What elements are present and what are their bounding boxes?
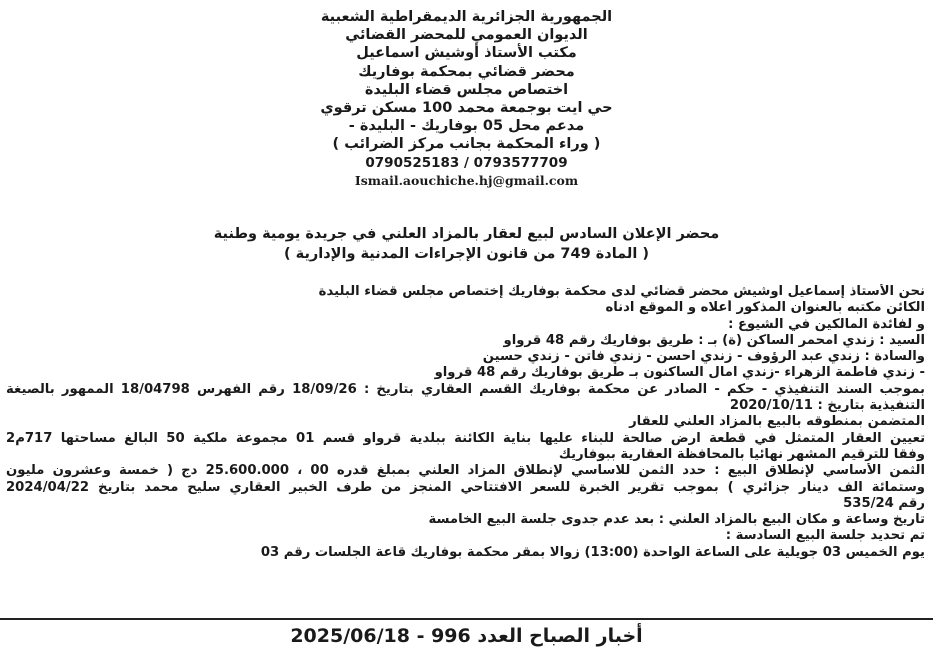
header-email: Ismail.aouchiche.hj@gmail.com — [354, 172, 579, 188]
header-line-address: حي ايت بوجمعة محمد 100 مسكن ترقوي — [320, 100, 613, 117]
header-line-address-2: مدعم محل 05 بوفاريك - البليدة - — [348, 118, 585, 135]
body-line-property: تعيين العقار المتمثل في قطعة ارض صالحة للبناء عليها بناية الكائنة ببلدية قرواو قسم 01 مجموعة ملكية 50 البالغ مساحتها 717م2 — [6, 430, 925, 446]
header-line-office: الديوان العمومي للمحضر القضائي — [345, 27, 588, 44]
body-line-owners-2: والسادة : زندي عبد الرؤوف - زندي احسن - زندي فاتن - زندي حسين — [482, 349, 925, 365]
body-line-sixth-session: تم تحديد جلسة البيع السادسة : — [725, 528, 925, 544]
notice-body — [6, 284, 925, 561]
notice-title-article: ( المادة 749 من قانون الإجراءات المدنية والإدارية ) — [284, 246, 649, 262]
body-line-session-date: يوم الخميس 03 جويلية على الساعة الواحدة (13:00) زوالا بمقر محكمة بوفاريك قاعة الجلسات رقم 03 — [260, 544, 925, 560]
body-line-expert-report: وستمائة الف دينار جزائري ) بموجب تقرير الخبرة للسعر الافتتاحي المنجز من طرف الخبير العقاري سليح محمد بتاريخ 2024/04/22 — [6, 479, 925, 495]
body-line-office-location: الكائن مكتبه بالعنوان المذكور أعلاه و الموقع ادناه — [605, 300, 925, 316]
header-line-bailiff-name: مكتب الأستاذ أوشيش اسماعيل — [356, 45, 577, 62]
header-line-jurisdiction: اختصاص مجلس قضاء البليدة — [364, 81, 569, 98]
body-line-beneficiaries: و لفائدة المالكين في الشيوع : — [728, 316, 925, 332]
footer-rule — [0, 618, 933, 620]
header-line-court: محضر قضائي بمحكمة بوفاريك — [358, 63, 575, 80]
body-line-owner-1: السيد : زندي امحمر الساكن (ة) بـ : طريق بوفاريك رقم 48 قرواو — [503, 332, 925, 348]
body-line-ruling: المتضمن بمنطوقه بالبيع بالمزاد العلني للعقار — [629, 414, 925, 430]
header-line-country: الجمهورية الجزائرية الديمقراطية الشعبية — [320, 9, 613, 25]
body-line-report-number: رقم 535/24 — [843, 495, 925, 511]
header-line-landmark: ( وراء المحكمة بجانب مركز الضرائب ) — [332, 136, 601, 153]
body-line-registration: وفقا للترقيم المشهر نهائيا بالمحافظة العقارية ببوفاريك — [558, 446, 925, 462]
notice-title — [0, 224, 933, 264]
notice-title-main: محضر الإعلان السادس لبيع لعقار بالمزاد العلني في جريدة يومية وطنية — [213, 226, 720, 242]
body-line-base-price: الثمن الأساسي لإنطلاق البيع : حدد الثمن للاساسي لإنطلاق المزاد العلني بمبلغ قدره 00 ، 25.600.000 دج ( خمسة وعشرون مليون — [6, 463, 925, 479]
body-line-bailiff: نحن الأستاذ إسماعيل اوشيش محضر قضائي لدى محكمة بوفاريك إختصاص مجلس قضاء البليدة — [318, 284, 925, 299]
body-line-enforcement-date: التنفيذية بتاريخ : 2020/10/11 — [729, 398, 925, 414]
office-header — [0, 8, 933, 190]
body-line-owners-3: - زندي فاطمة الزهراء -زندي امال الساكنون بـ طريق بوفاريك رقم 48 قرواو — [434, 365, 925, 381]
body-line-auction-info: تاريخ وساعة و مكان البيع بالمزاد العلني : بعد عدم جدوى جلسة البيع الخامسة — [428, 512, 925, 528]
newspaper-footer: أخبار الصباح العدد 996 - 2025/06/18 — [290, 625, 643, 647]
body-line-judgment: بموجب السند التنفيذي - حكم - الصادر عن محكمة بوفاريك القسم العقاري بتاريخ : 18/09/26 رقم الفهرس 18/04798 الممهور بالصيغة — [6, 381, 925, 397]
header-phones: 0790525183 / 0793577709 — [365, 154, 568, 171]
